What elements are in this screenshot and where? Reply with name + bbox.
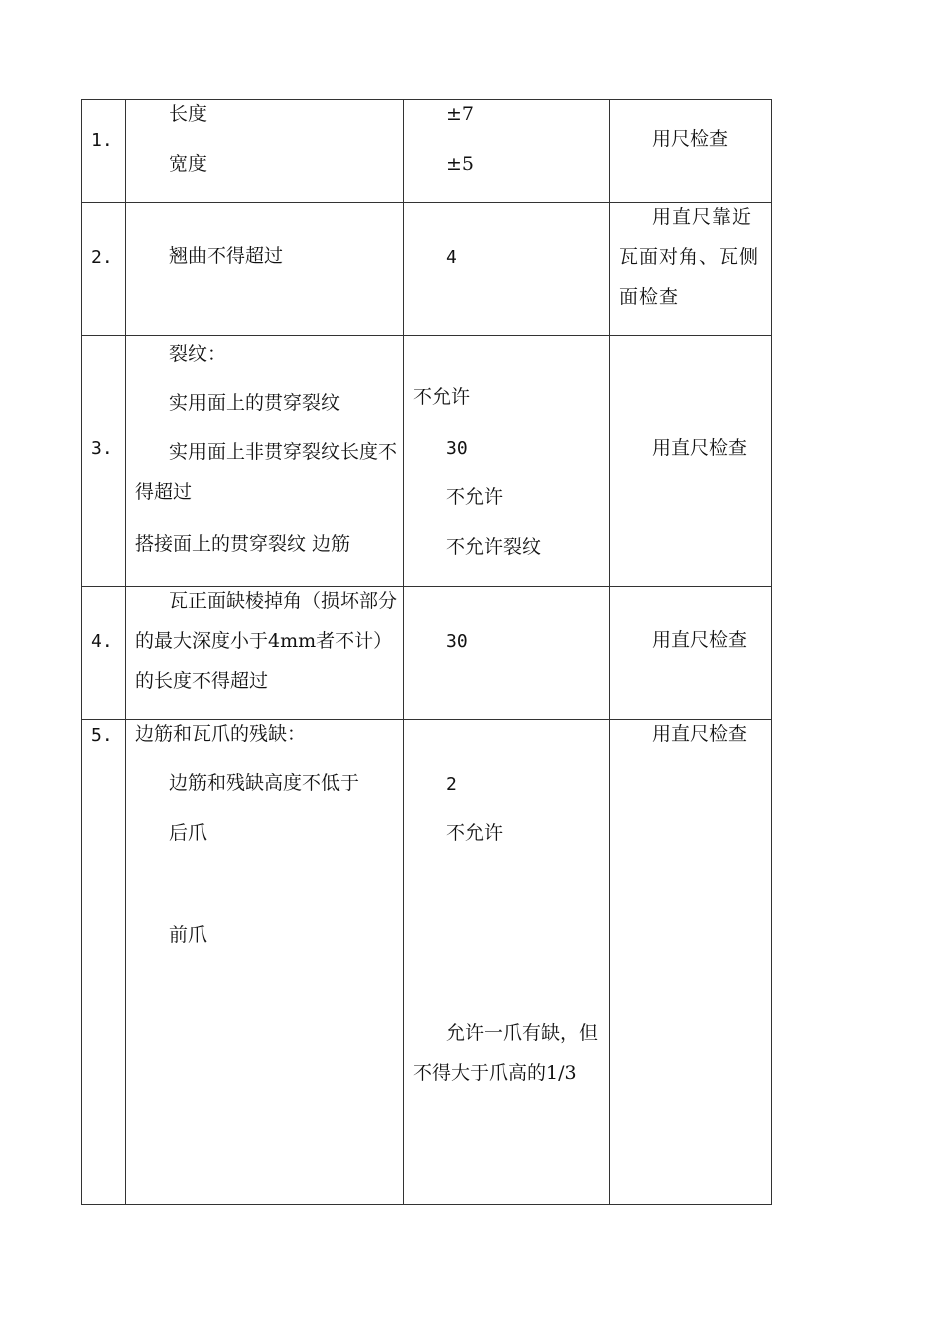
row-number-cell bbox=[82, 336, 126, 587]
method-cell bbox=[610, 587, 772, 720]
item-cell bbox=[126, 720, 404, 1205]
method-text: 用直尺检查 bbox=[652, 437, 748, 459]
method-text: 用直尺靠近瓦面对角、瓦侧面检查 bbox=[619, 206, 760, 308]
item-text: 实用面上非贯穿裂纹长度不得超过 bbox=[135, 441, 398, 503]
table-row bbox=[82, 100, 772, 203]
method-cell bbox=[610, 720, 772, 1205]
method-cell bbox=[610, 203, 772, 336]
value-text: 30 bbox=[446, 631, 468, 652]
value-cell bbox=[404, 203, 610, 336]
item-text: 裂纹： bbox=[169, 343, 227, 365]
item-text: 边筋和残缺高度不低于 bbox=[169, 772, 360, 794]
row-number: 5. bbox=[91, 725, 113, 746]
inspection-table bbox=[81, 99, 772, 1205]
value-text: 2 bbox=[446, 774, 457, 795]
item-text: 搭接面上的贯穿裂纹 边筋 bbox=[135, 533, 351, 555]
item-text: 实用面上的贯穿裂纹 bbox=[169, 392, 341, 414]
value-cell bbox=[404, 336, 610, 587]
item-text: 瓦正面缺棱掉角（损坏部分的最大深度小于4mm者不计）的长度不得超过 bbox=[135, 590, 398, 692]
item-text: 长度 bbox=[169, 103, 208, 125]
value-text: 不允许 bbox=[446, 822, 504, 844]
row-number: 1. bbox=[91, 130, 113, 151]
value-text: ±5 bbox=[446, 153, 475, 175]
value-text: 允许一爪有缺，但不得大于爪高的1/3 bbox=[413, 1022, 599, 1084]
table-row bbox=[82, 587, 772, 720]
value-text: 4 bbox=[446, 247, 457, 268]
value-text: 30 bbox=[446, 438, 468, 459]
row-number-cell bbox=[82, 587, 126, 720]
table-row bbox=[82, 336, 772, 587]
value-text: ±7 bbox=[446, 103, 475, 125]
item-text: 前爪 bbox=[169, 924, 208, 946]
item-cell bbox=[126, 100, 404, 203]
table-row bbox=[82, 720, 772, 1205]
value-text: 不允许 bbox=[446, 486, 504, 508]
method-text: 用直尺检查 bbox=[652, 629, 748, 651]
row-number-cell bbox=[82, 100, 126, 203]
row-number: 2. bbox=[91, 247, 113, 268]
item-text: 边筋和瓦爪的残缺： bbox=[135, 723, 307, 745]
value-text: 不允许裂纹 bbox=[446, 536, 542, 558]
method-cell bbox=[610, 336, 772, 587]
table-row bbox=[82, 203, 772, 336]
method-cell bbox=[610, 100, 772, 203]
method-text: 用直尺检查 bbox=[652, 723, 748, 745]
item-text: 宽度 bbox=[169, 153, 208, 175]
item-cell bbox=[126, 336, 404, 587]
item-text: 后爪 bbox=[169, 822, 208, 844]
row-number: 4. bbox=[91, 631, 113, 652]
row-number-cell bbox=[82, 720, 126, 1205]
row-number: 3. bbox=[91, 438, 113, 459]
item-text: 翘曲不得超过 bbox=[169, 245, 284, 267]
value-cell bbox=[404, 720, 610, 1205]
item-cell bbox=[126, 587, 404, 720]
value-cell bbox=[404, 587, 610, 720]
item-cell bbox=[126, 203, 404, 336]
method-text: 用尺检查 bbox=[652, 128, 729, 150]
value-text: 不允许 bbox=[413, 386, 471, 408]
value-cell bbox=[404, 100, 610, 203]
row-number-cell bbox=[82, 203, 126, 336]
